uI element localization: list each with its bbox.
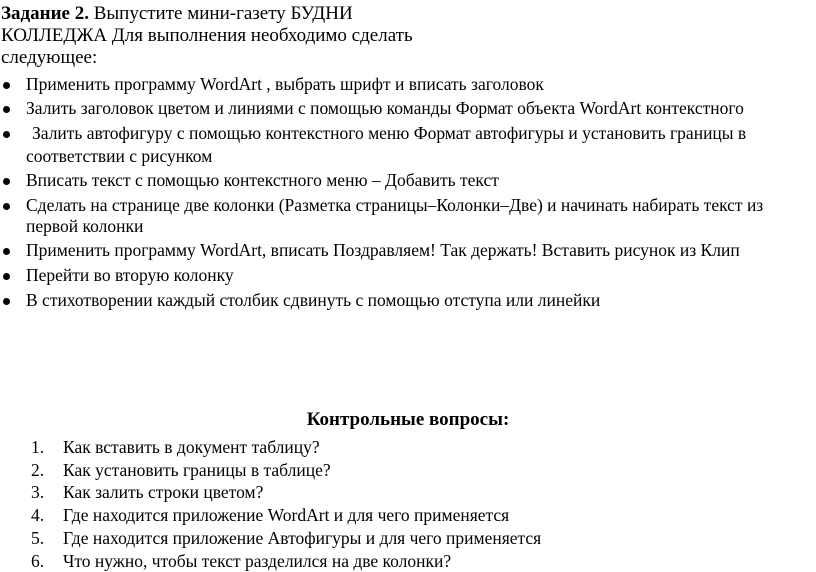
instruction-continuation: соответствии с рисунком	[26, 146, 213, 166]
question-number: 3.	[31, 482, 45, 503]
instruction-text: В стихотворении каждый столбик сдвинуть с помощью отступа или линейки	[26, 290, 601, 310]
bullet-icon	[3, 248, 10, 255]
bullet-icon	[3, 82, 10, 89]
bullet-icon	[3, 298, 10, 305]
question-text: Где находится приложение Автофигуры и для чего применяется	[63, 527, 542, 548]
question-text: Что нужно, чтобы текст разделился на две колонки?	[63, 550, 452, 571]
instruction-item	[0, 170, 812, 191]
question-item	[0, 459, 700, 482]
instruction-list	[0, 74, 812, 311]
control-questions-list	[0, 436, 700, 572]
question-text: Как установить границы в таблице?	[63, 459, 331, 480]
question-text: Где находится приложение WordArt и для чего применяется	[63, 505, 510, 526]
question-number: 6.	[31, 550, 45, 571]
instruction-text: Залить заголовок цветом и линиями с помощью команды Формат объекта WordArt контекстного	[26, 98, 744, 118]
instruction-item	[0, 195, 812, 237]
question-text: Как залить строки цветом?	[63, 482, 264, 503]
instruction-item	[0, 74, 812, 95]
question-number: 1.	[31, 437, 45, 457]
instruction-item	[0, 123, 812, 167]
question-item	[0, 481, 700, 504]
bullet-icon	[3, 203, 10, 210]
instruction-text: Сделать на странице две колонки (Разметка страницы–Колонки–Две) и начинать набирать текст из первой колонки	[26, 195, 764, 236]
question-item	[0, 436, 700, 459]
instruction-item	[0, 290, 812, 311]
question-item	[0, 504, 700, 527]
question-number: 5.	[31, 527, 45, 548]
instruction-text: Применить программу WordArt, вписать Поздравляем! Так держать! Вставить рисунок из Клип	[26, 240, 740, 260]
bullet-icon	[3, 131, 10, 138]
bullet-icon	[3, 106, 10, 113]
instruction-text: Залить автофигуру с помощью контекстного меню Формат автофигуры и установить границы в	[32, 123, 747, 143]
instruction-item	[0, 240, 812, 261]
instruction-item	[0, 265, 812, 286]
bullet-icon	[3, 178, 10, 185]
question-number: 2.	[31, 459, 45, 480]
instruction-text: Перейти во вторую колонку	[26, 265, 234, 285]
task-label: Задание 2.	[1, 3, 89, 24]
question-text: Как вставить в документ таблицу?	[63, 437, 320, 457]
bullet-icon	[3, 273, 10, 280]
task-text: Выпустите мини-газету БУДНИ КОЛЛЕДЖА Для выполнения необходимо сделать следующее:	[1, 3, 413, 68]
instruction-text: Вписать текст с помощью контекстного меню – Добавить текст	[26, 170, 499, 190]
instruction-item	[0, 98, 812, 119]
instruction-text: Применить программу WordArt , выбрать шрифт и вписать заголовок	[26, 74, 544, 94]
task-paragraph	[1, 3, 421, 69]
question-item	[0, 550, 700, 572]
question-item	[0, 527, 700, 550]
control-questions-heading: Контрольные вопросы:	[306, 409, 510, 430]
question-number: 4.	[31, 505, 45, 526]
